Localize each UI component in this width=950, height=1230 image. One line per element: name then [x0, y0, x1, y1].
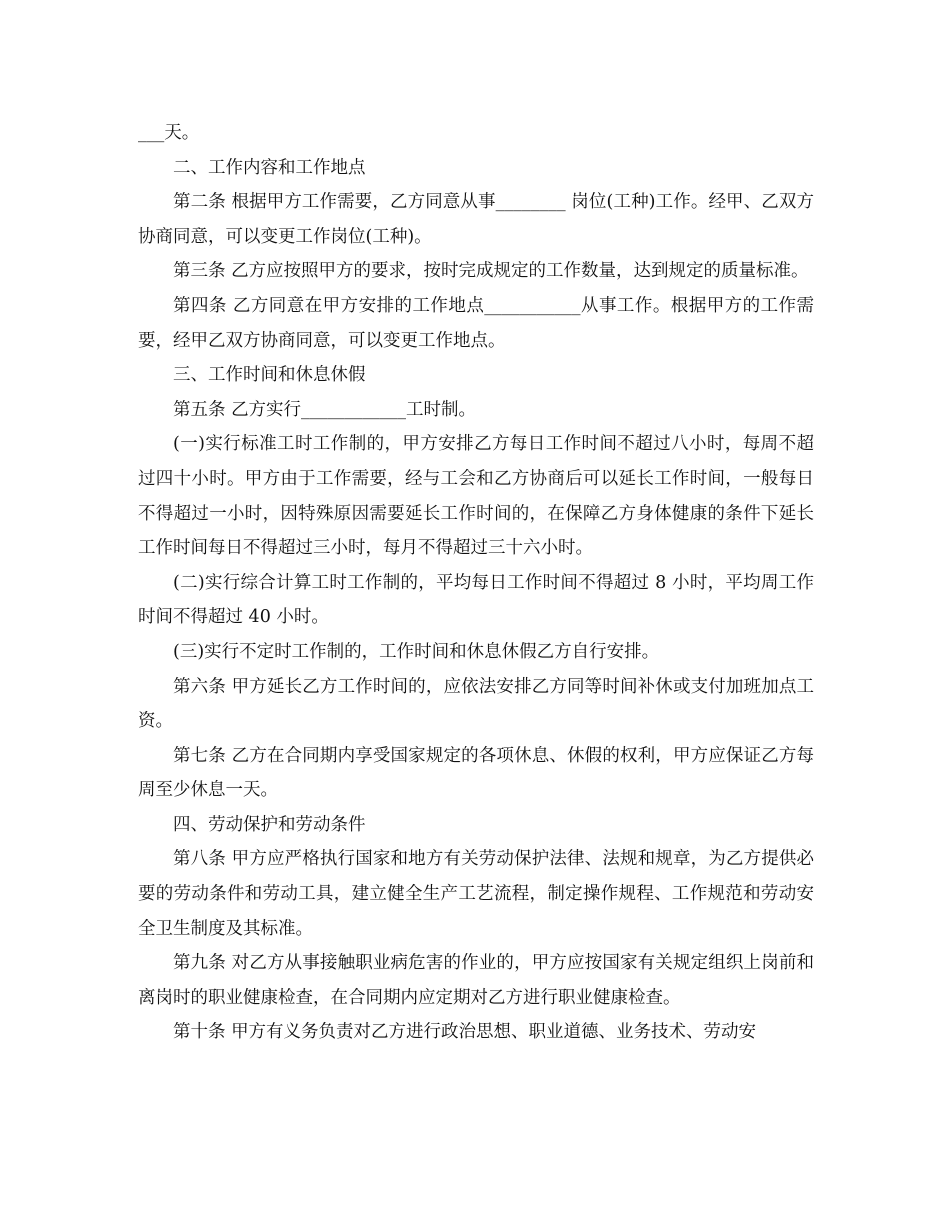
article-paragraph: 第三条 乙方应按照甲方的要求，按时完成规定的工作数量，达到规定的质量标准。	[173, 261, 809, 282]
article-paragraph: 第四条 乙方同意在甲方安排的工作地点___________从事工作。根据甲方的工作需要，经甲乙双方协商同意，可以变更工作地点。	[138, 295, 814, 351]
paragraph: ___天。	[138, 123, 200, 143]
article-paragraph: 第二条 根据甲方工作需要，乙方同意从事________ 岗位(工种)工作。经甲、乙双方协商同意，可以变更工作岗位(工种)。	[138, 192, 814, 247]
article-paragraph: 第五条 乙方实行____________工时制。	[173, 399, 477, 420]
clause-paragraph: (一)实行标准工时工作制的，甲方安排乙方每日工作时间不超过八小时，每周不超过四十小时。甲方由于工作需要，经与工会和乙方协商后可以延长工作时间，一般每日不得超过一小时，因特殊原因需要延长工作时间的，在保障乙方身体健康的条件下延长工作时间每日不得超过三小时，每月不得超过三十六小时。	[138, 434, 814, 559]
article-paragraph: 第九条 对乙方从事接触职业病危害的作业的，甲方应按国家有关规定组织上岗前和离岗时的职业健康检查，在合同期内应定期对乙方进行职业健康检查。	[138, 953, 814, 1008]
section-heading: 三、工作时间和休息休假	[173, 365, 366, 386]
article-paragraph: 第六条 甲方延长乙方工作时间的，应依法安排乙方同等时间补休或支付加班加点工资。	[138, 676, 814, 732]
article-paragraph: 第十条 甲方有义务负责对乙方进行政治思想、职业道德、业务技术、劳动安	[173, 1022, 757, 1043]
clause-paragraph: (三)实行不定时工作制的，工作时间和休息休假乙方自行安排。	[173, 641, 660, 662]
section-heading: 二、工作内容和工作地点	[173, 157, 366, 178]
article-paragraph: 第七条 乙方在合同期内享受国家规定的各项休息、休假的权利，甲方应保证乙方每周至少休息一天。	[138, 745, 814, 801]
clause-paragraph: (二)实行综合计算工时工作制的，平均每日工作时间不得超过 8 小时，平均周工作时间不得超过 40 小时。	[138, 572, 814, 628]
article-paragraph: 第八条 甲方应严格执行国家和地方有关劳动保护法律、法规和规章，为乙方提供必要的劳动条件和劳动工具，建立健全生产工艺流程，制定操作规程、工作规范和劳动安全卫生制度及其标准。	[138, 849, 814, 939]
section-heading: 四、劳动保护和劳动条件	[173, 814, 366, 835]
document-body	[138, 116, 814, 1050]
